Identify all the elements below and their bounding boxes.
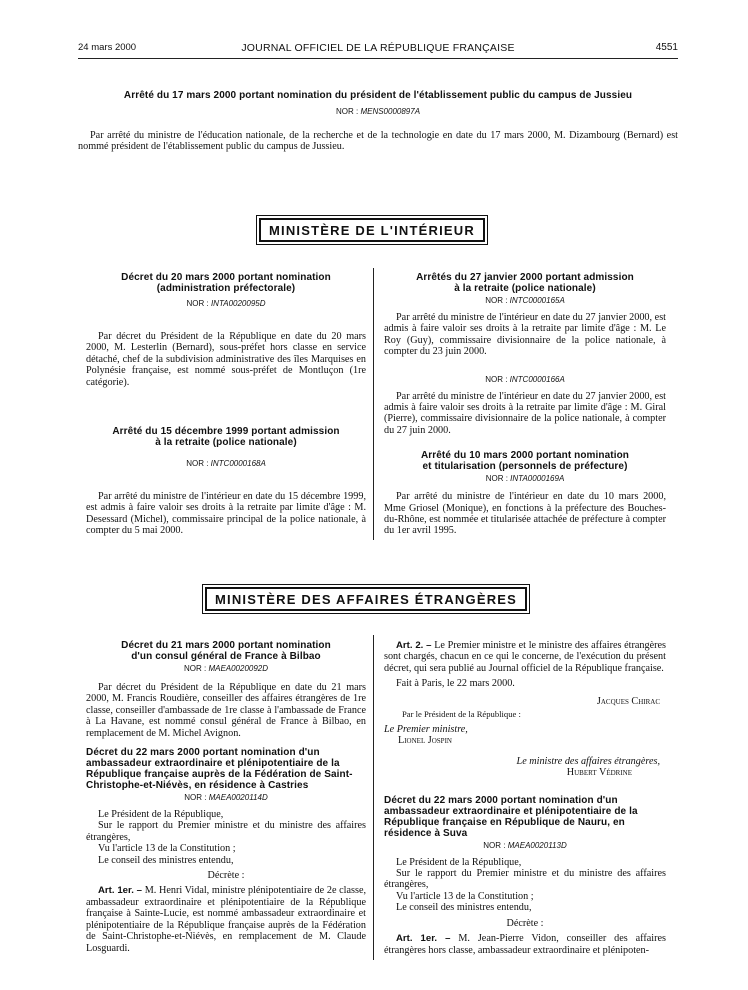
arrete-10-mars-text: Par arrêté du ministre de l'intérieur en date du 10 mars 2000, Mme Griosel (Monique), en fonctions à la préfecture des Bouches-du-Rhône, est nommée et titularisée attachée de préfecture à compter du 1er avril 1995. — [384, 491, 666, 537]
top-arrete-title: Arrêté du 17 mars 2000 portant nomination du président de l'établissement public du campus de Jussieu — [123, 90, 633, 101]
article-text: M. Henri Vidal, ministre plénipotentiaire de 2e classe, ambassadeur extraordinaire et plénipotentiaire de la République française à Sainte-Lucie, est nommé ambassadeur extraordinaire et plénipotentiaire de la République française auprès de la Fédération de Saint-Christophe-et-Niévès, en remplacement de M. Claude Losguardi. — [86, 885, 367, 954]
arrete-10-mars-title — [384, 450, 666, 472]
top-arrete-nor — [78, 106, 678, 117]
signature-vedrine: Hubert Védrine — [566, 767, 632, 779]
nor-code: INTC0000165A — [509, 296, 565, 305]
decret-22-mars-suva-title: Décret du 22 mars 2000 portant nomination d'un ambassadeur extraordinaire et plénipotentiaire de la République française en République de Nauru, en résidence à Suva — [384, 794, 638, 839]
ministry-interieur-title: MINISTÈRE DE L'INTÉRIEUR — [259, 218, 485, 242]
visa-line: Le Président de la République, — [98, 809, 224, 821]
nor-label: NOR : — [485, 374, 508, 384]
decrete-line: Décrète : — [506, 917, 544, 929]
article-text: M. Jean-Pierre Vidon, conseiller des affaires étrangères hors classe, ambassadeur extraordinaire et plénipoten- — [384, 933, 667, 956]
arrete-10-mars-nor — [384, 473, 666, 484]
decret-20-mars-title — [86, 272, 366, 294]
par-le-president: Par le Président de la République : — [402, 709, 521, 720]
decret-21-mars-nor — [86, 663, 366, 674]
nor-code: MENS0000897A — [360, 107, 421, 116]
arrete-15-dec-nor — [86, 458, 366, 469]
interieur-right-column — [384, 272, 666, 537]
interieur-left-column — [86, 272, 366, 537]
article-2-castries — [384, 640, 666, 674]
title-line: à la retraite (police nationale) — [155, 437, 297, 449]
decret-21-mars-text: Par décret du Président de la République en date du 21 mars 2000, M. Francis Roudière, conseiller des affaires étrangères de 1re classe, conseiller d'ambassade de 1re classe à l'ambassade de France à La Havane, est nommé consul général de France à Bilbao, en remplacement de M. Michel Avignon. — [86, 682, 366, 739]
running-header — [78, 42, 678, 59]
nor-code: MAEA0020114D — [208, 793, 268, 803]
title-line: et titularisation (personnels de préfecture) — [422, 461, 628, 473]
decret-22-mars-castries-title: Décret du 22 mars 2000 portant nomination d'un ambassadeur extraordinaire et plénipotentiaire de la République française auprès de la Fédération de Saint-Christophe-et-Niévès, en résidence à Castries — [86, 747, 353, 792]
article-text: Le Premier ministre et le ministre des affaires étrangères sont chargés, chacun en ce qui le concerne, de l'exécution du présent décret, qui sera publié au Journal officiel de la République française. — [384, 640, 666, 674]
title-line: d'un consul général de France à Bilbao — [131, 651, 321, 662]
top-arrete — [78, 90, 678, 153]
column-rule — [373, 268, 374, 540]
visa-line: Le conseil des ministres entendu, — [98, 854, 234, 866]
decret-22-mars-castries-nor — [86, 792, 366, 803]
nor-code: MAEA0020113D — [507, 840, 567, 850]
decret-20-mars-text: Par décret du Président de la République en date du 20 mars 2000, M. Lesterlin (Bernard), sous-préfet hors classe en service détaché, chef de la subdivision administrative des îles Marquises en Polynésie française, est nommé sous-préfet de Montluçon (1re catégorie). — [86, 331, 366, 388]
title-line: Décret du 21 mars 2000 portant nomination — [121, 640, 331, 651]
nor-label: NOR : — [184, 793, 207, 803]
title-line: Décret du 20 mars 2000 portant nomination — [121, 272, 331, 283]
nor-label: NOR : — [183, 664, 207, 673]
nor-label: NOR : — [485, 296, 508, 305]
nor-code: INTA0020095D — [210, 299, 266, 308]
signature-jospin: Lionel Jospin — [398, 735, 452, 747]
header-date: 24 mars 2000 — [78, 42, 137, 53]
nor-code: INTC0000168A — [210, 459, 266, 469]
ministre-affaires-etrangeres-label: Le ministre des affaires étrangères, — [516, 755, 660, 767]
arrete-15-dec-title — [86, 426, 366, 448]
arretes-27-janv-nor-2 — [384, 374, 666, 385]
decret-20-mars-nor — [86, 298, 366, 309]
nor-label: NOR : — [186, 299, 209, 308]
etrangeres-left-column — [86, 640, 366, 954]
arrete-le-roy-text: Par arrêté du ministre de l'intérieur en date du 27 janvier 2000, est admis à faire valoir ses droits à la retraite par limite d'âge : M. Le Roy (Guy), commissaire divisionnaire de la police nationale, à compter du 23 juin 2000. — [384, 312, 666, 358]
arrete-15-dec-text: Par arrêté du ministre de l'intérieur en date du 15 décembre 1999, est admis à faire valoir ses droits à la retraite par limite d'âge : M. Desessard (Michel), commissaire principal de la police nationale, à compter du 5 mai 2000. — [86, 491, 366, 537]
ministry-etrangeres-title: MINISTÈRE DES AFFAIRES ÉTRANGÈRES — [205, 587, 527, 611]
fait-a-paris: Fait à Paris, le 22 mars 2000. — [396, 678, 515, 690]
article-label: Art. 2. – — [396, 640, 432, 651]
header-page-number: 4551 — [655, 42, 678, 53]
visa-line: Le Président de la République, — [396, 856, 522, 868]
visa-line: Vu l'article 13 de la Constitution ; — [98, 843, 236, 855]
visa-line: Le conseil des ministres entendu, — [396, 902, 532, 914]
top-arrete-text: Par arrêté du ministre de l'éducation nationale, de la recherche et de la technologie en date du 17 mars 2000, M. Dizambourg (Bernard) est nommé président de l'établissement public du campus de Jussieu. — [78, 130, 678, 153]
nor-code: MAEA0020092D — [208, 664, 269, 673]
title-line: (administration préfectorale) — [156, 283, 296, 294]
arretes-27-janv-title — [384, 272, 666, 294]
ministry-interieur-heading — [256, 215, 488, 245]
nor-label: NOR : — [186, 459, 209, 469]
nor-label: NOR : — [483, 840, 506, 850]
nor-code: INTC0000166A — [509, 374, 565, 384]
signature-chirac: Jacques Chirac — [596, 695, 660, 707]
nor-label: NOR : — [485, 474, 508, 484]
title-line: Arrêté du 15 décembre 1999 portant admission — [112, 426, 340, 438]
visa-line: Vu l'article 13 de la Constitution ; — [396, 890, 534, 902]
ministry-etrangeres-heading — [202, 584, 530, 614]
arretes-27-janv-nor-1 — [384, 295, 666, 306]
visa-line: Sur le rapport du Premier ministre et du ministre des affaires étrangères, — [86, 820, 366, 843]
title-line: Arrêtés du 27 janvier 2000 portant admission — [416, 272, 634, 283]
premier-ministre-label: Le Premier ministre, — [384, 724, 468, 736]
column-rule — [373, 635, 374, 960]
nor-code: INTA0000169A — [510, 474, 565, 484]
arrete-giral-text: Par arrêté du ministre de l'intérieur en date du 27 janvier 2000, est admis à faire valoir ses droits à la retraite par limite d'âge : M. Giral (Pierre), commissaire divisionnaire de la police nationale, à compter du 27 juin 2000. — [384, 390, 666, 436]
article-label: Art. 1er. – — [396, 933, 451, 945]
title-line: Arrêté du 10 mars 2000 portant nomination — [420, 450, 630, 462]
decret-22-mars-suva-nor — [384, 840, 666, 851]
decrete-line: Décrète : — [207, 870, 245, 882]
article-1-suva — [384, 933, 666, 956]
nor-label: NOR : — [335, 107, 359, 116]
decret-21-mars-title — [86, 640, 366, 662]
article-label: Art. 1er. – — [98, 885, 142, 897]
article-1-castries — [86, 885, 366, 953]
header-journal-title: JOURNAL OFFICIEL DE LA RÉPUBLIQUE FRANÇAISE — [241, 42, 515, 54]
visa-line: Sur le rapport du Premier ministre et du ministre des affaires étrangères, — [384, 868, 666, 891]
etrangeres-right-column — [384, 640, 666, 956]
title-line: à la retraite (police nationale) — [454, 283, 596, 294]
